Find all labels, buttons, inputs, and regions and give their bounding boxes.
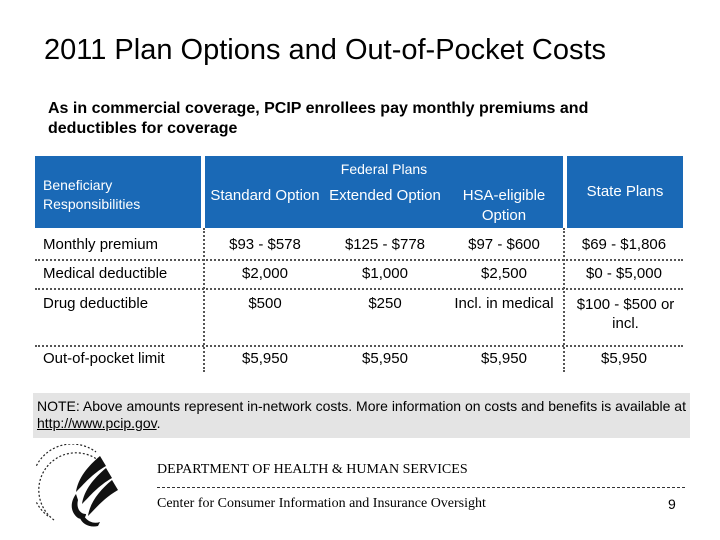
header-extended-option: Extended Option: [325, 183, 445, 228]
hhs-logo-icon: [36, 444, 126, 530]
table-cell: $93 - $578: [229, 236, 301, 253]
page-number: 9: [668, 496, 676, 512]
table-cell: $2,000: [242, 265, 288, 282]
note-box: [33, 393, 690, 438]
slide-subtitle: As in commercial coverage, PCIP enrollees pay monthly premiums and deductibles for coverage: [48, 100, 589, 137]
column-divider: [203, 228, 205, 372]
table-cell: $97 - $600: [468, 236, 540, 253]
footer-department: DEPARTMENT OF HEALTH & HUMAN SERVICES: [157, 462, 468, 477]
column-divider: [563, 228, 565, 372]
header-beneficiary-responsibilities: Beneficiary Responsibilities: [35, 156, 203, 228]
footer-divider: [157, 487, 685, 488]
header-federal-plans: Federal Plans: [205, 156, 563, 183]
note-end: .: [156, 415, 161, 431]
slide-title: 2011 Plan Options and Out-of-Pocket Costs: [44, 34, 607, 66]
pcip-link[interactable]: http://www.pcip.gov: [37, 415, 157, 431]
table-cell: $5,950: [601, 350, 647, 367]
table-cell: $2,500: [481, 265, 527, 282]
table-cell: $5,950: [481, 350, 527, 367]
row-divider: [35, 345, 683, 347]
row-divider: [35, 259, 683, 261]
row-label-monthly-premium: Monthly premium: [43, 236, 159, 253]
table-cell: $0 - $5,000: [586, 265, 662, 282]
row-divider: [35, 288, 683, 290]
table-cell: $69 - $1,806: [581, 236, 667, 253]
row-label-out-of-pocket-limit: Out-of-pocket limit: [43, 350, 165, 367]
table-cell: $125 - $778: [344, 236, 426, 253]
table-cell: $500: [248, 295, 282, 312]
header-standard-option: Standard Option: [205, 183, 325, 228]
table-cell: $100 - $500 or incl.: [576, 296, 675, 332]
header-state-plans: State Plans: [565, 156, 683, 228]
table-cell: Incl. in medical: [454, 295, 554, 312]
table-cell: $1,000: [362, 265, 408, 282]
table-cell: $5,950: [362, 350, 408, 367]
header-hsa-eligible-option: HSA-eligible Option: [445, 183, 563, 228]
plan-costs-table: [35, 156, 683, 372]
footer-center-name: Center for Consumer Information and Insurance Oversight: [157, 496, 486, 511]
note-text: NOTE: Above amounts represent in-network costs. More information on costs and benefits is available at: [37, 398, 686, 414]
row-label-medical-deductible: Medical deductible: [43, 265, 168, 282]
table-cell: $250: [368, 295, 402, 312]
row-label-drug-deductible: Drug deductible: [43, 295, 149, 312]
table-cell: $5,950: [242, 350, 288, 367]
